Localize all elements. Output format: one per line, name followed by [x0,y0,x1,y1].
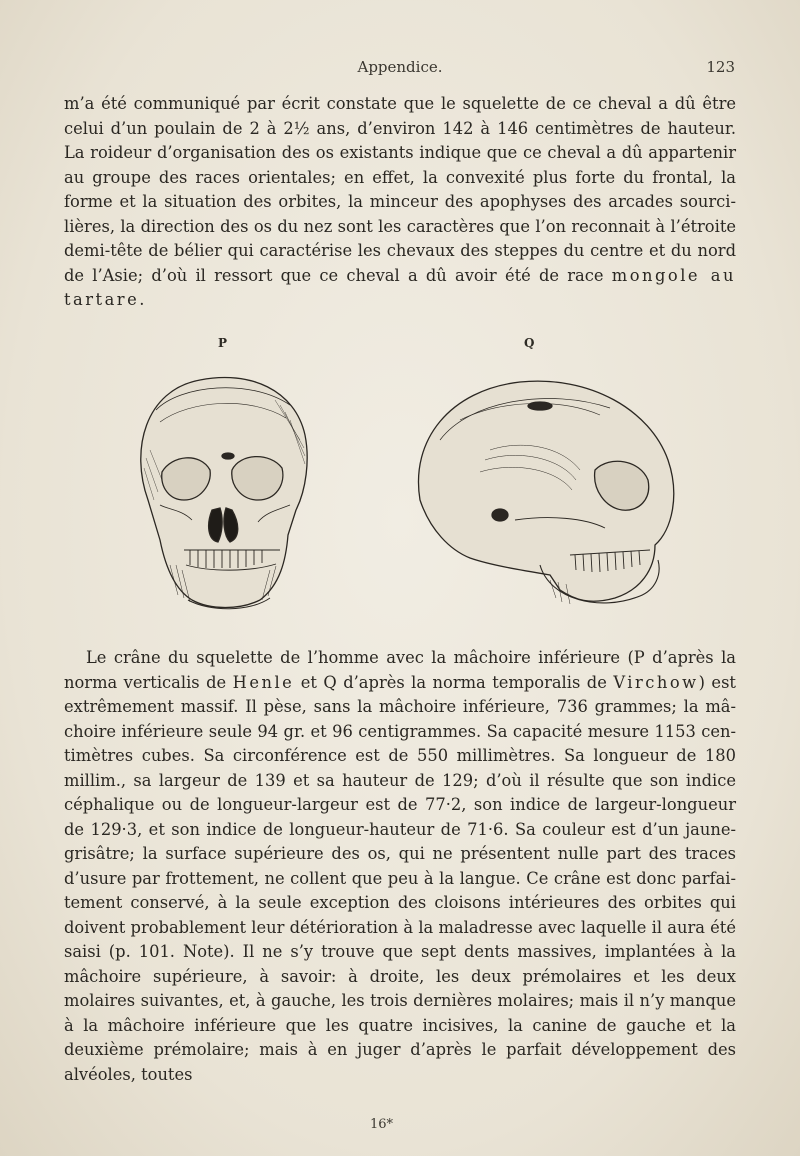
author-name-henle: Henle [232,672,295,692]
printer-signature: 16* [370,1117,394,1132]
text-line: doivent probablement leur détérioration à la maladresse avec laquelle il aura été [64,917,736,937]
text-line: m’a été communiqué par écrit constate que le squelette de ce cheval a dû être [64,94,736,113]
text-line-spaced: mongole au [611,265,736,285]
skull-frontal-view [141,377,307,608]
text-line: tement conservé, à la seule exception des cloisons intérieures des orbites qui [64,893,736,912]
text-line: timètres cubes. Sa circonférence est de 550 millimètres. Sa longueur de 180 [64,746,736,765]
author-name-virchow: Virchow [613,672,699,692]
text-line: de l’Asie; d’où il ressort que ce cheval a dû avoir été de race [64,265,604,285]
text-line: lières, la direction des os du nez sont les caractères que l’on reconnait à l’étroite [64,216,736,236]
skull-lateral-view [418,381,673,604]
text-line: et Q d’après la norma temporalis de [300,672,607,692]
text-line: forme et la situation des orbites, la minceur des apophyses des arcades sourci- [64,192,736,211]
figure-label-p: P [218,336,228,350]
text-line: choire inférieure seule 94 gr. et 96 centigrammes. Sa capacité mesure 1153 cen- [64,721,736,741]
skull-figure [100,360,710,635]
text-line: celui d’un poulain de 2 à 2½ ans, d’environ 142 à 146 centimètres de hauteur. [64,118,736,138]
text-line: mâchoire inférieure que les quatre incisives, la canine de gauche et la deuxième [64,1015,736,1059]
text-line: saisi (p. 101. Note). Il ne s’y trouve que sept dents massives, implantées à la [64,942,736,961]
text-line: mâchoire supérieure, à savoir: à droite, les deux prémolaires et les deux molaires [64,966,736,1010]
text-line: au groupe des races orientales; en effet, la convexité plus forte du frontal, la [64,167,736,187]
text-line: ) est [698,672,736,692]
text-line: extrêmement massif. Il pèse, sans la mâchoire inférieure, 736 grammes; la mâ- [64,697,736,716]
page-header [65,58,735,82]
text-line: grisâtre; la surface supérieure des os, qui ne présentent nulle part des traces [64,844,736,863]
text-line: d’usure par frottement, ne collent que peu à la langue. Ce crâne est donc parfai- [64,868,736,888]
figure-label-q: Q [524,336,535,350]
page-number: 123 [706,58,735,76]
text-line: Le crâne du squelette de l’homme avec la mâchoire inférieure (P d’après [86,648,714,667]
text-line: 129·3, et son indice de longueur-hauteur de 71·6. Sa couleur est d’un jaune- [90,819,736,839]
text-line: prémolaire; mais à en juger d’après le parfait développement des alvéoles, toutes [64,1040,736,1084]
skull-illustration [100,360,710,635]
text-line-spaced: tartare. [64,290,147,309]
paragraph-human-skull [64,646,736,1087]
text-line: céphalique ou de longueur-largeur est de 77·2, son indice de largeur-longueur de [64,795,736,839]
text-line: millim., sa largeur de 139 et sa hauteur de 129; d’où il résulte que son indice [64,770,736,790]
text-line: suivantes, et, à gauche, les trois dernières molaires; mais il n’y manque à la [64,991,736,1035]
paragraph-horse-skeleton [64,92,736,313]
text-line: La roideur d’organisation des os existants indique que ce cheval a dû appartenir [64,143,736,162]
text-line: demi-tête de bélier qui caractérise les chevaux des steppes du centre et du nord [64,241,736,260]
text-line: la norma verticalis de [64,648,736,692]
running-head: Appendice. [357,58,443,76]
